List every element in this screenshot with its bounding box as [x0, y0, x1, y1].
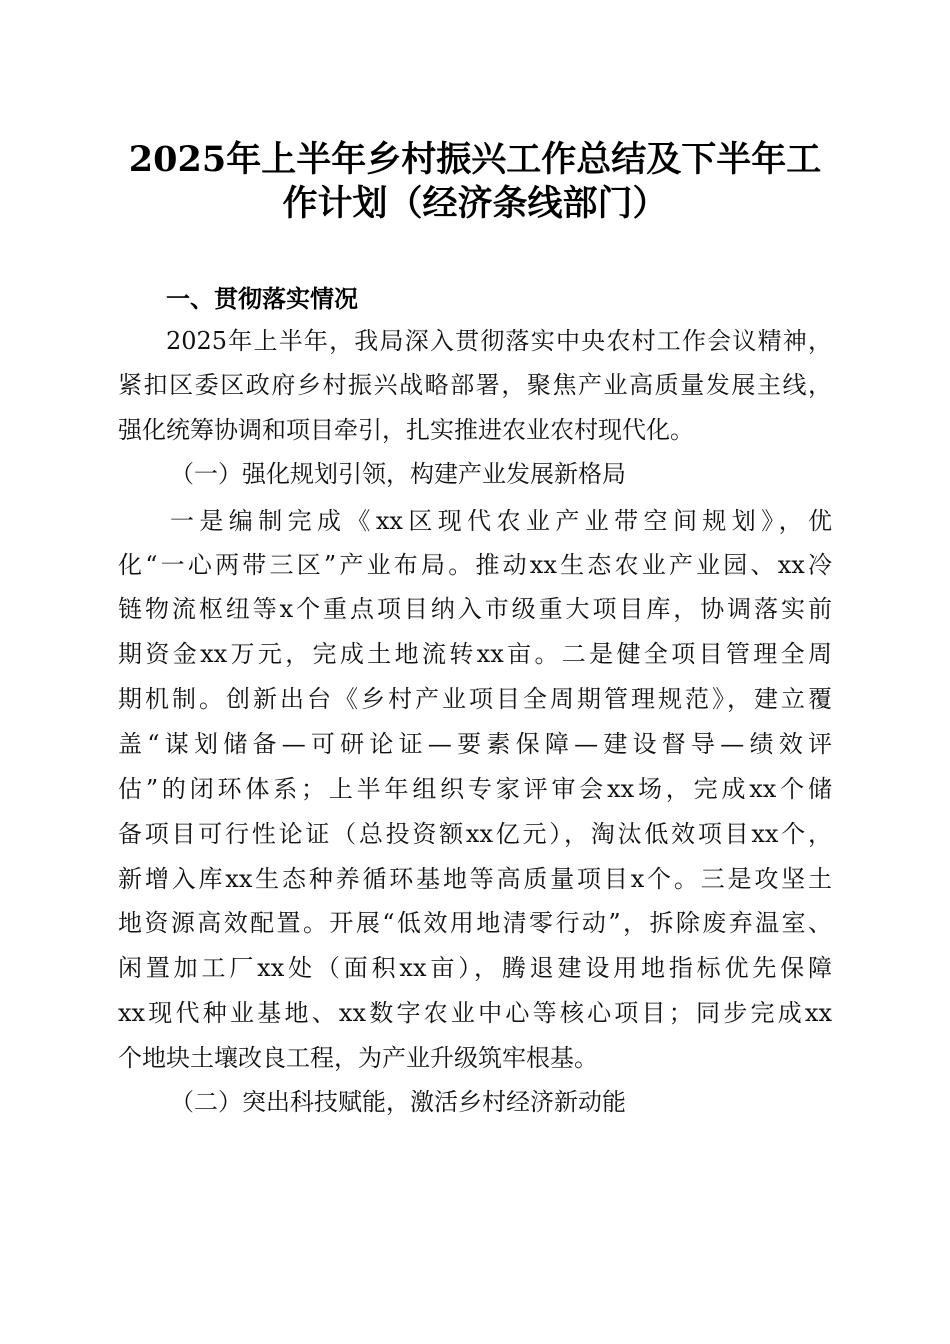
body-line: 紧扣区委区政府乡村振兴战略部署，聚焦产业高质量发展主线，	[118, 371, 832, 399]
body-line: xx现代种业基地、xx数字农业中心等核心项目；同步完成xx	[118, 999, 832, 1027]
body-line: 个地块土壤改良工程，为产业升级筑牢根基。	[118, 1044, 598, 1072]
body-line: 2025年上半年，我局深入贯彻落实中央农村工作会议精神，	[166, 327, 832, 355]
body-line: 化“一心两带三区”产业布局。推动xx生态农业产业园、xx冷	[118, 551, 832, 579]
subsection-heading-2: （二）突出科技赋能，激活乡村经济新动能	[170, 1088, 626, 1116]
body-line: 期资金xx万元，完成土地流转xx亩。二是健全项目管理全周	[118, 640, 832, 668]
body-line: 一是编制完成《xx区现代农业产业带空间规划》，优	[170, 507, 832, 535]
document-title-line-2: 作计划（经济条线部门）	[282, 183, 668, 224]
body-line: 新增入库xx生态种养循环基地等高质量项目x个。三是攻坚土	[118, 865, 832, 893]
body-line: 地资源高效配置。开展“低效用地清零行动”，拆除废弃温室、	[118, 909, 832, 937]
document-title-line-1: 2025年上半年乡村振兴工作总结及下半年工	[128, 139, 822, 180]
body-line: 估”的闭环体系；上半年组织专家评审会xx场，完成xx个储	[118, 775, 832, 803]
body-line: 闲置加工厂xx处（面积xx亩），腾退建设用地指标优先保障	[118, 954, 832, 982]
section-heading-1: 一、贯彻落实情况	[166, 285, 358, 313]
body-line: 备项目可行性论证（总投资额xx亿元），淘汰低效项目xx个，	[118, 820, 832, 848]
subsection-heading-1: （一）强化规划引领，构建产业发展新格局	[170, 460, 626, 488]
body-line: 链物流枢纽等x个重点项目纳入市级重大项目库，协调落实前	[118, 595, 832, 623]
body-line: 期机制。创新出台《乡村产业项目全周期管理规范》，建立覆	[118, 685, 832, 713]
body-line: 强化统筹协调和项目牵引，扎实推进农业农村现代化。	[118, 416, 694, 444]
body-line: 盖“谋划储备—可研论证—要素保障—建设督导—绩效评	[118, 730, 832, 758]
